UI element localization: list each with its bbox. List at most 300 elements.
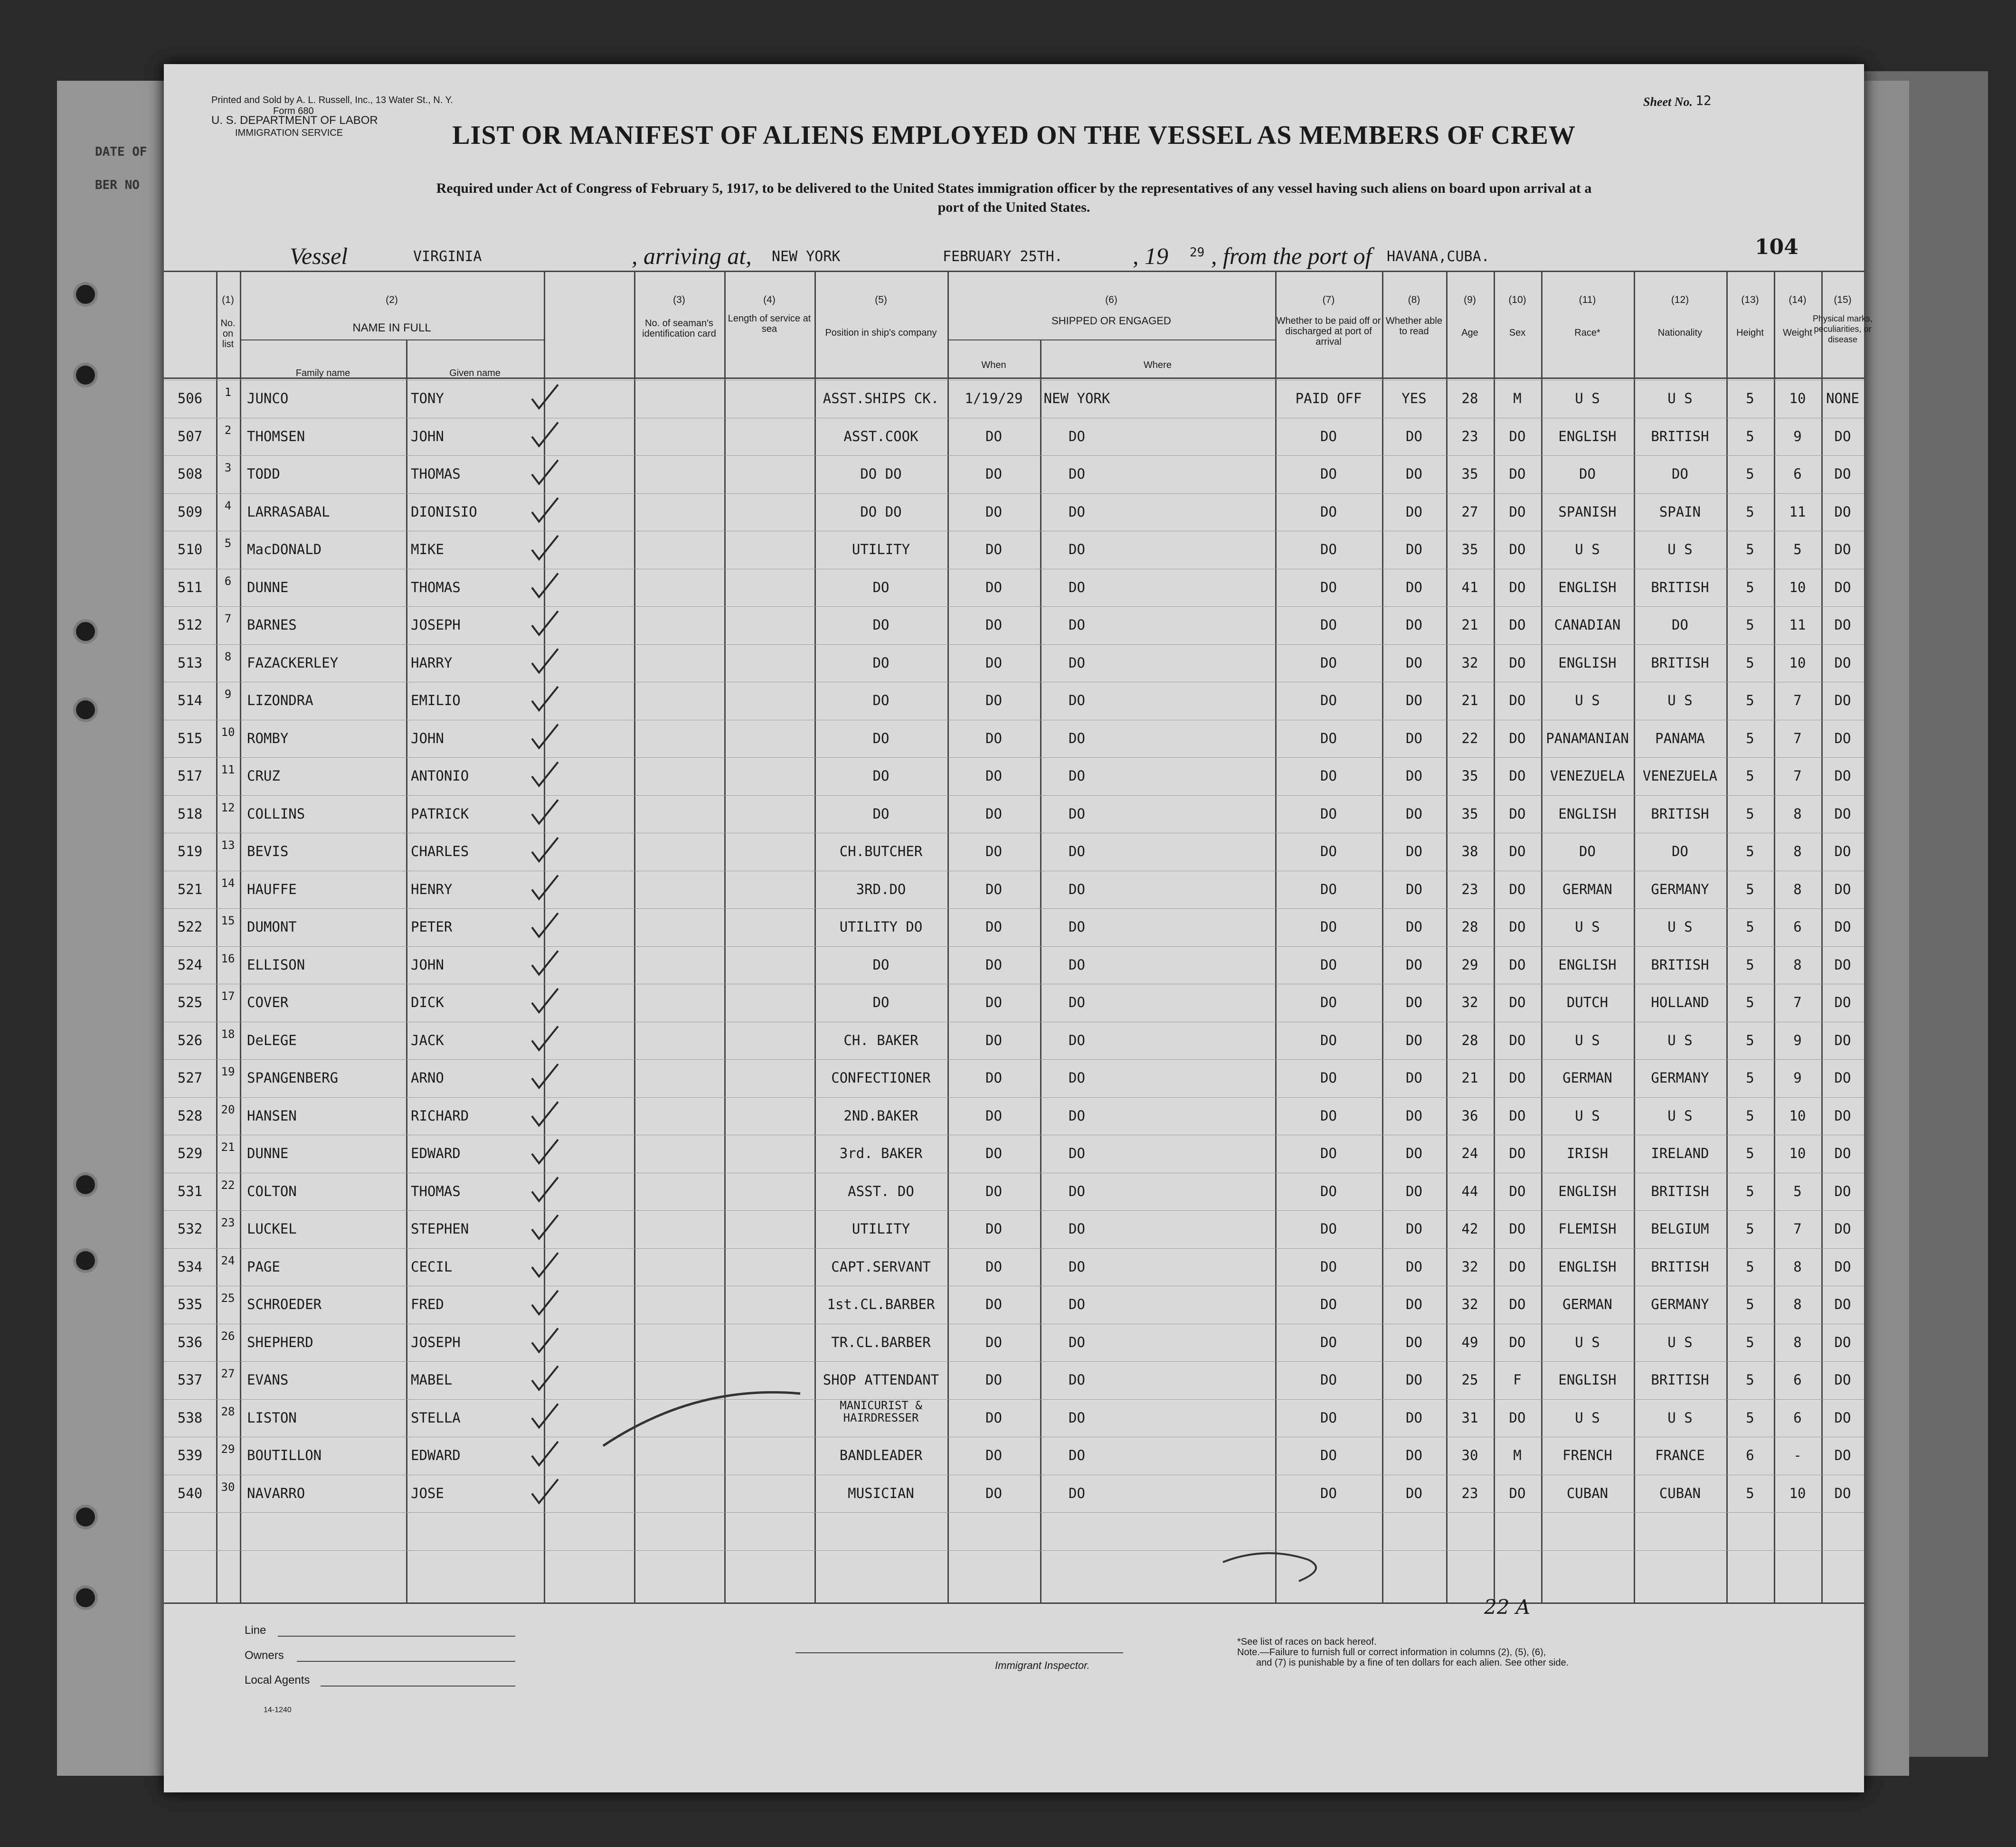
row-race: U S xyxy=(1575,1334,1600,1350)
row-nationality: FRANCE xyxy=(1655,1447,1705,1463)
row-shipped-when: DO xyxy=(985,1447,1002,1463)
col6-when-label: When xyxy=(981,360,1006,370)
check-mark xyxy=(532,1215,558,1239)
row-reference-number: 537 xyxy=(177,1372,203,1388)
row-family-name: COLTON xyxy=(247,1183,297,1199)
col2-given-name-label: Given name xyxy=(449,368,501,378)
row-sex: DO xyxy=(1509,1107,1526,1124)
row-family-name: LIZONDRA xyxy=(247,692,313,708)
document-subtitle-line1: Required under Act of Congress of February 5, 1917, to be delivered to the United States immigration officer by the representatives of any vessel having such aliens on board upon arrival at a xyxy=(436,180,1592,196)
row-weight: 8 xyxy=(1793,843,1802,859)
row-position: 3rd. BAKER xyxy=(839,1145,923,1161)
row-sex: DO xyxy=(1509,1334,1526,1350)
row-family-name: COVER xyxy=(247,994,289,1010)
row-shipped-when: DO xyxy=(985,881,1002,897)
check-mark xyxy=(532,838,558,861)
row-able-to-read: DO xyxy=(1406,428,1422,444)
row-paid-off: DO xyxy=(1320,994,1337,1010)
row-weight: 10 xyxy=(1789,579,1806,595)
row-weight: 5 xyxy=(1793,541,1802,557)
row-given-name: MIKE xyxy=(411,541,444,557)
row-position: SHOP ATTENDANT xyxy=(823,1372,939,1388)
row-paid-off: DO xyxy=(1320,617,1337,633)
row-shipped-when: DO xyxy=(985,541,1002,557)
row-sex: DO xyxy=(1509,1296,1526,1312)
local-agents-label: Local Agents xyxy=(245,1674,310,1687)
handwritten-annotation: 22 A xyxy=(1484,1595,1531,1619)
row-list-number: 2 xyxy=(224,423,232,437)
row-race: DO xyxy=(1579,466,1596,482)
row-able-to-read: DO xyxy=(1406,466,1422,482)
row-position: CAPT.SERVANT xyxy=(831,1258,931,1275)
row-shipped-when: DO xyxy=(985,956,1002,973)
row-paid-off: DO xyxy=(1320,1183,1337,1199)
row-age: 21 xyxy=(1461,1070,1478,1086)
stub-label-ber: BER NO xyxy=(95,178,140,192)
row-paid-off: DO xyxy=(1320,466,1337,482)
row-physical-marks: DO xyxy=(1834,1032,1851,1048)
row-shipped-where: DO xyxy=(1069,503,1085,520)
row-shipped-when: DO xyxy=(985,579,1002,595)
row-shipped-where: DO xyxy=(1069,1258,1085,1275)
row-physical-marks: DO xyxy=(1834,579,1851,595)
check-mark xyxy=(532,611,558,635)
row-nationality: U S xyxy=(1667,1032,1693,1048)
row-weight: 8 xyxy=(1793,805,1802,822)
check-mark xyxy=(532,876,558,899)
row-able-to-read: DO xyxy=(1406,956,1422,973)
row-family-name: SCHROEDER xyxy=(247,1296,322,1312)
row-physical-marks: DO xyxy=(1834,805,1851,822)
row-shipped-when: DO xyxy=(985,1296,1002,1312)
row-paid-off: DO xyxy=(1320,1447,1337,1463)
row-given-name: EDWARD xyxy=(411,1447,461,1463)
row-physical-marks: DO xyxy=(1834,1409,1851,1426)
binder-hole xyxy=(76,1175,95,1194)
row-physical-marks: DO xyxy=(1834,1183,1851,1199)
row-family-name: NAVARRO xyxy=(247,1485,305,1501)
row-sex: DO xyxy=(1509,956,1526,973)
page-number: 104 xyxy=(1755,235,1798,259)
row-paid-off: DO xyxy=(1320,541,1337,557)
check-mark xyxy=(532,1404,558,1428)
row-physical-marks: DO xyxy=(1834,919,1851,935)
row-position: DO xyxy=(872,768,890,784)
row-race: VENEZUELA xyxy=(1550,768,1625,784)
row-race: CANADIAN xyxy=(1554,617,1621,633)
row-sex: DO xyxy=(1509,541,1526,557)
row-paid-off: DO xyxy=(1320,654,1337,671)
row-age: 35 xyxy=(1461,466,1478,482)
row-given-name: JOSE xyxy=(411,1485,444,1501)
row-list-number: 4 xyxy=(224,499,232,512)
row-age: 21 xyxy=(1461,692,1478,708)
row-height: 5 xyxy=(1746,1372,1754,1388)
row-given-name: ARNO xyxy=(411,1070,444,1086)
row-sex: DO xyxy=(1509,1145,1526,1161)
row-physical-marks: NONE xyxy=(1826,390,1859,406)
row-paid-off: DO xyxy=(1320,1032,1337,1048)
sheet-number: 12 xyxy=(1695,93,1712,108)
row-reference-number: 525 xyxy=(177,994,203,1010)
row-shipped-where: DO xyxy=(1069,1485,1085,1501)
row-nationality: SPAIN xyxy=(1659,503,1701,520)
row-able-to-read: DO xyxy=(1406,1258,1422,1275)
row-shipped-when: DO xyxy=(985,730,1002,746)
row-position: DO xyxy=(872,654,890,671)
row-paid-off: DO xyxy=(1320,843,1337,859)
row-reference-number: 521 xyxy=(177,881,203,897)
row-list-number: 25 xyxy=(221,1291,235,1305)
row-position: 1st.CL.BARBER xyxy=(827,1296,935,1312)
row-age: 35 xyxy=(1461,805,1478,822)
row-age: 25 xyxy=(1461,1372,1478,1388)
col5-number: (5) xyxy=(875,294,887,305)
check-mark xyxy=(532,1027,558,1050)
row-shipped-where: DO xyxy=(1069,1409,1085,1426)
row-nationality: U S xyxy=(1667,919,1693,935)
check-mark xyxy=(532,1178,558,1201)
col1-label: No. on list xyxy=(220,318,236,349)
inspector-label: Immigrant Inspector. xyxy=(995,1659,1090,1671)
check-mark xyxy=(532,1479,558,1503)
row-able-to-read: DO xyxy=(1406,1107,1422,1124)
row-nationality: HOLLAND xyxy=(1651,994,1709,1010)
row-position: BANDLEADER xyxy=(839,1447,923,1463)
row-race: ENGLISH xyxy=(1558,1372,1617,1388)
row-race: GERMAN xyxy=(1562,881,1612,897)
row-shipped-when: DO xyxy=(985,466,1002,482)
row-sex: M xyxy=(1513,1447,1522,1463)
row-race: ENGLISH xyxy=(1558,956,1617,973)
row-list-number: 24 xyxy=(221,1253,235,1267)
inspector-signature-scrawl xyxy=(603,1392,800,1446)
row-paid-off: DO xyxy=(1320,1334,1337,1350)
check-mark xyxy=(532,1366,558,1390)
row-shipped-when: DO xyxy=(985,1070,1002,1086)
row-shipped-when: DO xyxy=(985,692,1002,708)
row-sex: DO xyxy=(1509,1070,1526,1086)
row-sex: DO xyxy=(1509,1032,1526,1048)
row-shipped-where: DO xyxy=(1069,617,1085,633)
departure-port: HAVANA,CUBA. xyxy=(1387,248,1490,265)
row-weight: 10 xyxy=(1789,1145,1806,1161)
row-able-to-read: DO xyxy=(1406,768,1422,784)
arrival-port: NEW YORK xyxy=(772,248,841,265)
row-shipped-where: DO xyxy=(1069,1221,1085,1237)
footer-form-code: 14-1240 xyxy=(264,1706,292,1714)
row-position: DO xyxy=(872,617,890,633)
vessel-name: VIRGINIA xyxy=(413,248,482,265)
row-reference-number: 514 xyxy=(177,692,203,708)
row-given-name: CECIL xyxy=(411,1258,453,1275)
row-height: 5 xyxy=(1746,1334,1754,1350)
row-family-name: TODD xyxy=(247,466,280,482)
row-given-name: JOHN xyxy=(411,428,444,444)
check-mark xyxy=(532,498,558,522)
row-shipped-where: DO xyxy=(1069,1070,1085,1086)
check-mark xyxy=(532,574,558,597)
row-family-name: DeLEGE xyxy=(247,1032,297,1048)
row-weight: 10 xyxy=(1789,654,1806,671)
row-paid-off: DO xyxy=(1320,579,1337,595)
row-family-name: PAGE xyxy=(247,1258,280,1275)
row-list-number: 30 xyxy=(221,1480,235,1494)
row-given-name: STEPHEN xyxy=(411,1221,469,1237)
col15-label: Physical marks, peculiarities, or disease xyxy=(1812,314,1873,344)
row-weight: 9 xyxy=(1793,428,1802,444)
check-mark xyxy=(532,649,558,673)
row-physical-marks: DO xyxy=(1834,730,1851,746)
row-race: U S xyxy=(1575,1409,1600,1426)
row-shipped-when: DO xyxy=(985,1145,1002,1161)
col2-label: NAME IN FULL xyxy=(352,321,431,334)
col7-number: (7) xyxy=(1322,294,1335,305)
col2-family-name-label: Family name xyxy=(295,368,350,378)
row-family-name: HAUFFE xyxy=(247,881,297,897)
year-label: , 19 xyxy=(1133,243,1168,269)
row-position: CH.BUTCHER xyxy=(839,843,923,859)
penalty-note-line1: Note.—Failure to furnish full or correct information in columns (2), (5), (6), xyxy=(1237,1647,1546,1658)
row-shipped-when: DO xyxy=(985,1334,1002,1350)
row-list-number: 19 xyxy=(221,1065,235,1078)
row-family-name: THOMSEN xyxy=(247,428,305,444)
row-list-number: 9 xyxy=(224,688,232,701)
row-reference-number: 532 xyxy=(177,1221,203,1237)
row-nationality: U S xyxy=(1667,1409,1693,1426)
row-sex: DO xyxy=(1509,919,1526,935)
col3-number: (3) xyxy=(673,294,685,305)
row-position: 2ND.BAKER xyxy=(843,1107,918,1124)
row-age: 30 xyxy=(1461,1447,1478,1463)
row-paid-off: DO xyxy=(1320,1070,1337,1086)
row-given-name: JOSEPH xyxy=(411,617,461,633)
department-name: U. S. DEPARTMENT OF LABOR xyxy=(211,114,378,127)
row-reference-number: 509 xyxy=(177,503,203,520)
row-height: 5 xyxy=(1746,1258,1754,1275)
row-weight: 8 xyxy=(1793,956,1802,973)
row-shipped-where: DO xyxy=(1069,1296,1085,1312)
row-shipped-when: DO xyxy=(985,503,1002,520)
row-position: DO xyxy=(872,956,890,973)
row-list-number: 16 xyxy=(221,952,235,965)
row-age: 32 xyxy=(1461,994,1478,1010)
row-family-name: SHEPHERD xyxy=(247,1334,313,1350)
row-weight: 9 xyxy=(1793,1032,1802,1048)
row-paid-off: DO xyxy=(1320,1372,1337,1388)
row-race: DUTCH xyxy=(1566,994,1609,1010)
left-margin-strip xyxy=(57,81,166,1776)
row-nationality: U S xyxy=(1667,1107,1693,1124)
row-shipped-where: NEW YORK xyxy=(1043,390,1110,406)
row-physical-marks: DO xyxy=(1834,1107,1851,1124)
row-shipped-when: DO xyxy=(985,805,1002,822)
document-title: LIST OR MANIFEST OF ALIENS EMPLOYED ON THE VESSEL AS MEMBERS OF CREW xyxy=(452,121,1576,150)
row-list-number: 1 xyxy=(224,386,232,399)
row-race: U S xyxy=(1575,919,1600,935)
row-list-number: 12 xyxy=(221,801,235,814)
row-sex: DO xyxy=(1509,466,1526,482)
row-shipped-where: DO xyxy=(1069,843,1085,859)
row-family-name: SPANGENBERG xyxy=(247,1070,339,1086)
row-paid-off: DO xyxy=(1320,1145,1337,1161)
col14-number: (14) xyxy=(1789,294,1807,305)
row-sex: F xyxy=(1513,1372,1522,1388)
check-mark xyxy=(532,536,558,559)
binder-hole xyxy=(76,622,95,641)
row-family-name: ELLISON xyxy=(247,956,305,973)
check-mark xyxy=(532,1253,558,1277)
row-height: 5 xyxy=(1746,692,1754,708)
row-age: 32 xyxy=(1461,1296,1478,1312)
check-mark xyxy=(532,687,558,710)
row-height: 5 xyxy=(1746,503,1754,520)
row-position: DO xyxy=(872,805,890,822)
row-paid-off: DO xyxy=(1320,1409,1337,1426)
row-weight: 11 xyxy=(1789,617,1806,633)
row-shipped-when: DO xyxy=(985,654,1002,671)
row-height: 5 xyxy=(1746,768,1754,784)
printer-line: Printed and Sold by A. L. Russell, Inc., 13 Water St., N. Y. xyxy=(211,95,453,105)
row-height: 5 xyxy=(1746,1221,1754,1237)
row-weight: 7 xyxy=(1793,730,1802,746)
row-shipped-when: DO xyxy=(985,1258,1002,1275)
row-shipped-when: DO xyxy=(985,1409,1002,1426)
row-nationality: DO xyxy=(1672,617,1688,633)
row-given-name: FRED xyxy=(411,1296,444,1312)
row-list-number: 14 xyxy=(221,876,235,890)
sheet-number-label: Sheet No. xyxy=(1643,95,1693,109)
handwritten-check-marks xyxy=(164,64,1864,1792)
row-age: 41 xyxy=(1461,579,1478,595)
row-reference-number: 529 xyxy=(177,1145,203,1161)
row-age: 32 xyxy=(1461,1258,1478,1275)
check-mark xyxy=(532,1329,558,1352)
document-subtitle-line2: port of the United States. xyxy=(937,199,1090,215)
row-age: 35 xyxy=(1461,768,1478,784)
row-sex: DO xyxy=(1509,1258,1526,1275)
row-reference-number: 524 xyxy=(177,956,203,973)
row-paid-off: DO xyxy=(1320,1296,1337,1312)
row-able-to-read: DO xyxy=(1406,1296,1422,1312)
row-height: 5 xyxy=(1746,466,1754,482)
form-number: Form 680 xyxy=(273,106,314,116)
row-age: 36 xyxy=(1461,1107,1478,1124)
row-list-number: 3 xyxy=(224,461,232,474)
row-family-name: BOUTILLON xyxy=(247,1447,322,1463)
row-height: 5 xyxy=(1746,881,1754,897)
col8-label: Whether able to read xyxy=(1386,316,1442,337)
row-position: ASST.COOK xyxy=(843,428,918,444)
row-physical-marks: DO xyxy=(1834,1296,1851,1312)
row-list-number: 21 xyxy=(221,1140,235,1154)
row-paid-off: DO xyxy=(1320,1107,1337,1124)
row-nationality: IRELAND xyxy=(1651,1145,1709,1161)
row-position: UTILITY DO xyxy=(839,919,923,935)
row-sex: DO xyxy=(1509,843,1526,859)
row-race: FRENCH xyxy=(1562,1447,1612,1463)
row-shipped-when: DO xyxy=(985,919,1002,935)
row-shipped-when: DO xyxy=(985,1107,1002,1124)
row-shipped-where: DO xyxy=(1069,1145,1085,1161)
row-reference-number: 512 xyxy=(177,617,203,633)
row-height: 5 xyxy=(1746,843,1754,859)
row-sex: DO xyxy=(1509,805,1526,822)
row-shipped-where: DO xyxy=(1069,994,1085,1010)
row-weight: 6 xyxy=(1793,1372,1802,1388)
row-reference-number: 515 xyxy=(177,730,203,746)
line-label: Line xyxy=(245,1624,266,1637)
row-sex: DO xyxy=(1509,428,1526,444)
row-race: FLEMISH xyxy=(1558,1221,1617,1237)
row-family-name: FAZACKERLEY xyxy=(247,654,339,671)
col4-label: Length of service at sea xyxy=(728,313,811,334)
row-list-number: 15 xyxy=(221,914,235,927)
row-position: CONFECTIONER xyxy=(831,1070,931,1086)
row-height: 5 xyxy=(1746,1032,1754,1048)
row-race: U S xyxy=(1575,541,1600,557)
manifest-sheet xyxy=(164,64,1873,1792)
col14-label: Weight xyxy=(1783,328,1812,338)
row-reference-number: 531 xyxy=(177,1183,203,1199)
row-physical-marks: DO xyxy=(1834,956,1851,973)
arrival-date: FEBRUARY 25TH. xyxy=(943,248,1063,265)
binder-hole xyxy=(76,366,95,385)
row-list-number: 26 xyxy=(221,1329,235,1343)
row-position: UTILITY xyxy=(852,1221,910,1237)
row-weight: 8 xyxy=(1793,1296,1802,1312)
row-physical-marks: DO xyxy=(1834,654,1851,671)
row-age: 35 xyxy=(1461,541,1478,557)
row-able-to-read: DO xyxy=(1406,541,1422,557)
row-nationality: GERMANY xyxy=(1651,1296,1709,1312)
row-age: 24 xyxy=(1461,1145,1478,1161)
row-height: 5 xyxy=(1746,1145,1754,1161)
row-shipped-where: DO xyxy=(1069,730,1085,746)
row-physical-marks: DO xyxy=(1834,503,1851,520)
check-mark xyxy=(532,762,558,786)
row-position: MUSICIAN xyxy=(848,1485,914,1501)
row-list-number: 8 xyxy=(224,650,232,663)
row-reference-number: 508 xyxy=(177,466,203,482)
row-given-name: MABEL xyxy=(411,1372,453,1388)
row-weight: 10 xyxy=(1789,1485,1806,1501)
row-position: DO DO xyxy=(860,466,902,482)
row-age: 28 xyxy=(1461,1032,1478,1048)
row-weight: 7 xyxy=(1793,692,1802,708)
row-able-to-read: DO xyxy=(1406,1070,1422,1086)
check-mark xyxy=(532,1291,558,1314)
row-reference-number: 518 xyxy=(177,805,203,822)
row-weight: 7 xyxy=(1793,994,1802,1010)
row-able-to-read: YES xyxy=(1401,390,1427,406)
row-race: PANAMANIAN xyxy=(1546,730,1629,746)
row-shipped-when: DO xyxy=(985,1183,1002,1199)
row-height: 6 xyxy=(1746,1447,1754,1463)
row-race: SPANISH xyxy=(1558,503,1617,520)
row-paid-off: DO xyxy=(1320,1485,1337,1501)
row-shipped-where: DO xyxy=(1069,1107,1085,1124)
row-reference-number: 538 xyxy=(177,1409,203,1426)
row-able-to-read: DO xyxy=(1406,1221,1422,1237)
row-able-to-read: DO xyxy=(1406,1183,1422,1199)
row-reference-number: 511 xyxy=(177,579,203,595)
row-paid-off: DO xyxy=(1320,503,1337,520)
row-list-number: 18 xyxy=(221,1027,235,1041)
row-family-name: LUCKEL xyxy=(247,1221,297,1237)
row-physical-marks: DO xyxy=(1834,994,1851,1010)
check-mark xyxy=(532,913,558,937)
